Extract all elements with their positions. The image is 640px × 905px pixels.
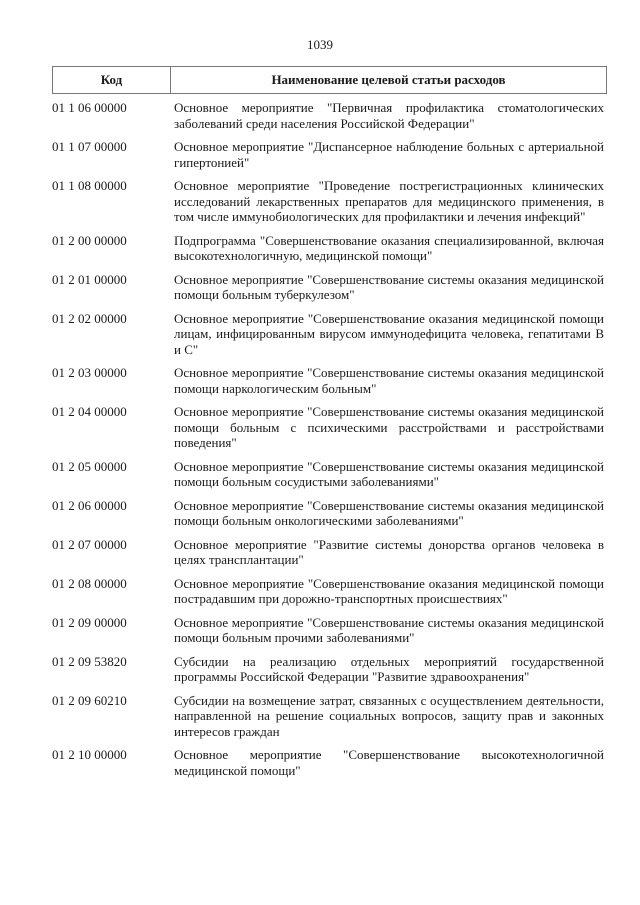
row-code: 01 1 08 00000	[52, 178, 127, 193]
row-code: 01 1 07 00000	[52, 139, 127, 154]
row-code: 01 2 10 00000	[52, 747, 127, 762]
table-row	[52, 615, 607, 646]
row-code: 01 2 00 00000	[52, 232, 127, 248]
row-name: Основное мероприятие "Совершенствование системы оказания медицинской помощи больным онкологическими заболеваниями"	[174, 497, 604, 528]
row-name: Основное мероприятие "Совершенствование высокотехнологичной медицинской помощи"	[174, 747, 604, 778]
row-code: 01 2 09 00000	[52, 614, 127, 630]
table-row	[52, 404, 607, 451]
column-header-name: Наименование целевой статьи расходов	[271, 72, 506, 87]
row-name: Основное мероприятие "Совершенствование системы оказания медицинской помощи больным прочими заболеваниями"	[174, 614, 604, 645]
table-body	[52, 100, 607, 778]
row-name: Основное мероприятие "Совершенствование оказания медицинской помощи пострадавшим при дорожно-транспортных происшествиях"	[174, 575, 604, 606]
table-row	[52, 747, 607, 778]
row-code: 01 2 09 53820	[52, 653, 127, 669]
row-name: Основное мероприятие "Совершенствование оказания медицинской помощи лицам, инфицированным вирусом иммунодефицита человека, гепатитами В и С"	[174, 310, 604, 357]
row-code: 01 2 08 00000	[52, 575, 127, 591]
row-name: Основное мероприятие "Совершенствование системы оказания медицинской помощи больным сосудистыми заболеваниями"	[174, 458, 604, 489]
row-name: Субсидии на реализацию отдельных мероприятий государственной программы Российской Федерации "Развитие здравоохранения"	[174, 653, 604, 684]
table-row	[52, 654, 607, 685]
table-row	[52, 100, 607, 131]
table-row	[52, 537, 607, 568]
row-code: 01 2 02 00000	[52, 310, 127, 326]
table-row	[52, 272, 607, 303]
table-row	[52, 498, 607, 529]
table-header	[52, 66, 607, 94]
table-row	[52, 311, 607, 358]
row-code: 01 2 06 00000	[52, 497, 127, 513]
table-row	[52, 178, 607, 225]
table-row	[52, 459, 607, 490]
table-row	[52, 576, 607, 607]
row-name: Основное мероприятие "Первичная профилактика стоматологических заболеваний среди населения Российской Федерации"	[174, 100, 604, 131]
row-code: 01 1 06 00000	[52, 100, 127, 115]
row-name: Основное мероприятие "Проведение пострегистрационных клинических исследований лекарственных препаратов для медицинского применения, в том числе иммунобиологических для профилактики и лечения инфекций"	[174, 178, 604, 224]
row-name: Основное мероприятие "Развитие системы донорства органов человека в целях трансплантации"	[174, 536, 604, 567]
budget-table	[52, 66, 607, 786]
row-name: Основное мероприятие "Совершенствование системы оказания медицинской помощи наркологическим больным"	[174, 365, 604, 396]
row-code: 01 2 07 00000	[52, 536, 127, 552]
row-name: Подпрограмма "Совершенствование оказания специализированной, включая высокотехнологичную, медицинской помощи"	[174, 232, 604, 263]
page-number: 1039	[307, 37, 333, 52]
row-code: 01 2 01 00000	[52, 271, 127, 287]
column-header-code: Код	[53, 67, 171, 93]
row-code: 01 2 09 60210	[52, 692, 127, 708]
table-row	[52, 233, 607, 264]
row-name: Основное мероприятие "Совершенствование системы оказания медицинской помощи больным туберкулезом"	[174, 271, 604, 302]
row-name: Субсидии на возмещение затрат, связанных с осуществлением деятельности, направленной на решение социальных вопросов, защиту прав и законных интересов граждан	[174, 692, 604, 739]
row-name: Основное мероприятие "Совершенствование системы оказания медицинской помощи больным с психическими расстройствами и расстройствами поведения"	[174, 404, 604, 450]
row-name: Основное мероприятие "Диспансерное наблюдение больных с артериальной гипертонией"	[174, 139, 604, 170]
row-code: 01 2 05 00000	[52, 458, 127, 474]
table-row	[52, 693, 607, 740]
row-code: 01 2 03 00000	[52, 365, 127, 380]
row-code: 01 2 04 00000	[52, 404, 127, 419]
table-row	[52, 365, 607, 396]
table-row	[52, 139, 607, 170]
